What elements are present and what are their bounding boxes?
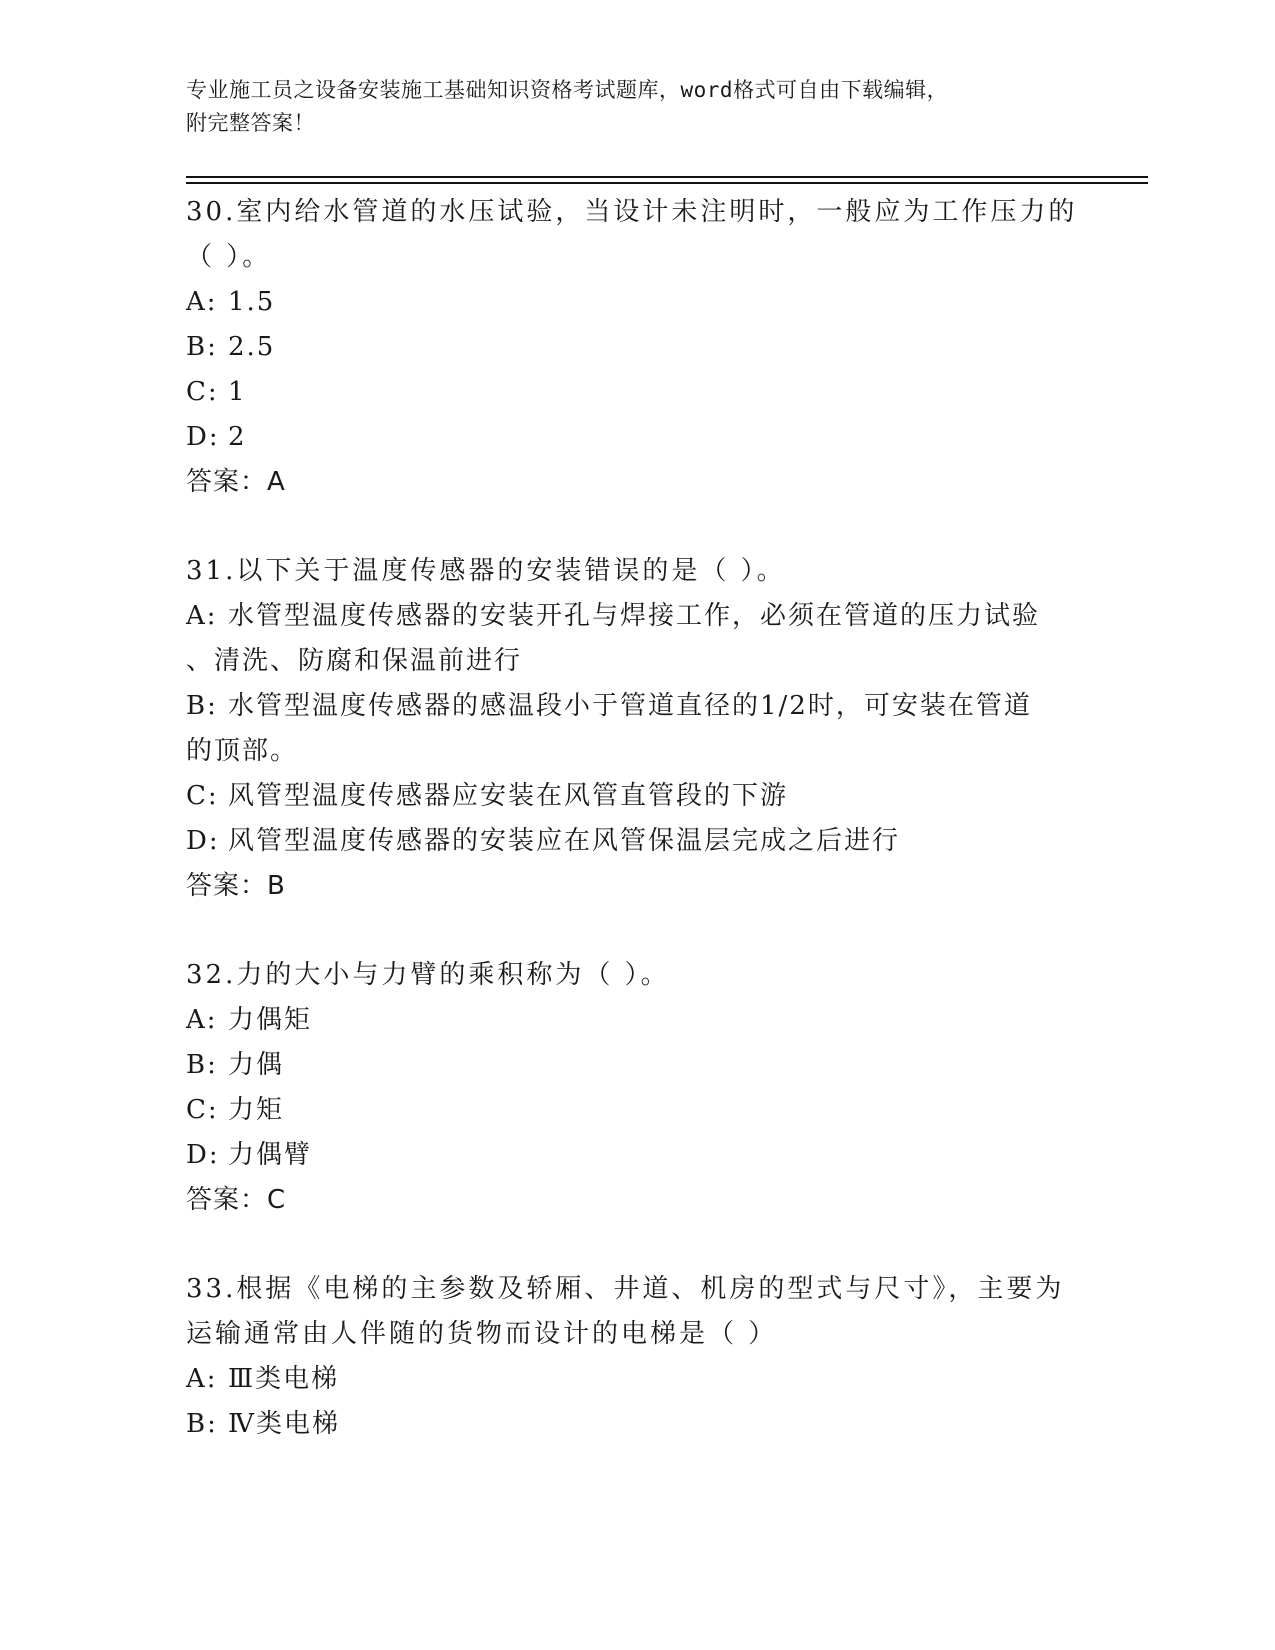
option-text: 力偶矩 bbox=[228, 1005, 313, 1035]
option-row bbox=[186, 280, 1086, 325]
option-row bbox=[186, 1043, 1086, 1088]
answer-line: 答案：C bbox=[186, 1185, 287, 1215]
option-text: Ⅲ类电梯 bbox=[228, 1364, 340, 1394]
option-row bbox=[186, 819, 1086, 864]
option-letter: A: bbox=[186, 287, 218, 317]
header-line-2: 附完整答案！ bbox=[186, 111, 315, 135]
option-letter: C: bbox=[186, 1095, 219, 1125]
option-row bbox=[186, 774, 1086, 819]
option-letter: B: bbox=[186, 1050, 218, 1080]
option-text: 2.5 bbox=[228, 332, 276, 362]
option-text: Ⅳ类电梯 bbox=[228, 1409, 340, 1439]
option-text: 风管型温度传感器应安装在风管直管段的下游 bbox=[228, 781, 789, 811]
question-block bbox=[186, 549, 1086, 909]
option-letter: D: bbox=[186, 1140, 220, 1170]
option-text: 水管型温度传感器的安装开孔与焊接工作，必须在管道的压力试验 bbox=[228, 601, 1041, 631]
option-letter: B: bbox=[186, 332, 218, 362]
option-continuation: 的顶部。 bbox=[186, 736, 299, 766]
option-letter: B: bbox=[186, 1409, 218, 1439]
option-row bbox=[186, 1357, 1086, 1402]
header-line-1: 专业施工员之设备安装施工基础知识资格考试题库，word格式可自由下载编辑， bbox=[186, 78, 949, 102]
question-list bbox=[186, 190, 1086, 1491]
option-text: 风管型温度传感器的安装应在风管保温层完成之后进行 bbox=[228, 826, 901, 856]
option-row bbox=[186, 998, 1086, 1043]
question-block bbox=[186, 190, 1086, 505]
question-block bbox=[186, 953, 1086, 1223]
header-divider-top bbox=[186, 176, 1148, 178]
option-letter: A: bbox=[186, 1364, 218, 1394]
question-block bbox=[186, 1267, 1086, 1447]
question-stem: 32.力的大小与力臂的乘积称为（ ）。 bbox=[186, 960, 670, 990]
option-row bbox=[186, 1133, 1086, 1178]
option-row bbox=[186, 1088, 1086, 1133]
option-continuation: 、清洗、防腐和保温前进行 bbox=[186, 646, 523, 676]
option-letter: B: bbox=[186, 691, 218, 721]
option-text: 力偶臂 bbox=[228, 1140, 313, 1170]
option-text: 1.5 bbox=[228, 287, 276, 317]
option-letter: C: bbox=[186, 377, 219, 407]
option-letter: A: bbox=[186, 1005, 218, 1035]
question-stem: 30.室内给水管道的水压试验，当设计未注明时，一般应为工作压力的（ ）。 bbox=[186, 197, 1078, 272]
option-text: 水管型温度传感器的感温段小于管道直径的1/2时，可安装在管道 bbox=[228, 691, 1032, 721]
option-row bbox=[186, 1402, 1086, 1447]
option-text: 力矩 bbox=[228, 1095, 285, 1125]
answer-line: 答案：B bbox=[186, 871, 286, 901]
option-row bbox=[186, 415, 1086, 460]
option-letter: D: bbox=[186, 422, 220, 452]
option-row bbox=[186, 594, 1086, 639]
question-stem: 31.以下关于温度传感器的安装错误的是（ ）。 bbox=[186, 556, 786, 586]
option-row bbox=[186, 325, 1086, 370]
option-text: 1 bbox=[228, 377, 247, 407]
option-row bbox=[186, 370, 1086, 415]
document-header bbox=[186, 74, 1086, 140]
option-text: 2 bbox=[228, 422, 247, 452]
option-letter: D: bbox=[186, 826, 220, 856]
option-row bbox=[186, 684, 1086, 729]
option-text: 力偶 bbox=[228, 1050, 285, 1080]
header-divider-bottom bbox=[186, 182, 1148, 184]
option-letter: C: bbox=[186, 781, 219, 811]
option-letter: A: bbox=[186, 601, 218, 631]
question-stem: 33.根据《电梯的主参数及轿厢、井道、机房的型式与尺寸》，主要为运输通常由人伴随的货物而设计的电梯是（ ） bbox=[186, 1274, 1065, 1349]
answer-line: 答案：A bbox=[186, 467, 286, 497]
